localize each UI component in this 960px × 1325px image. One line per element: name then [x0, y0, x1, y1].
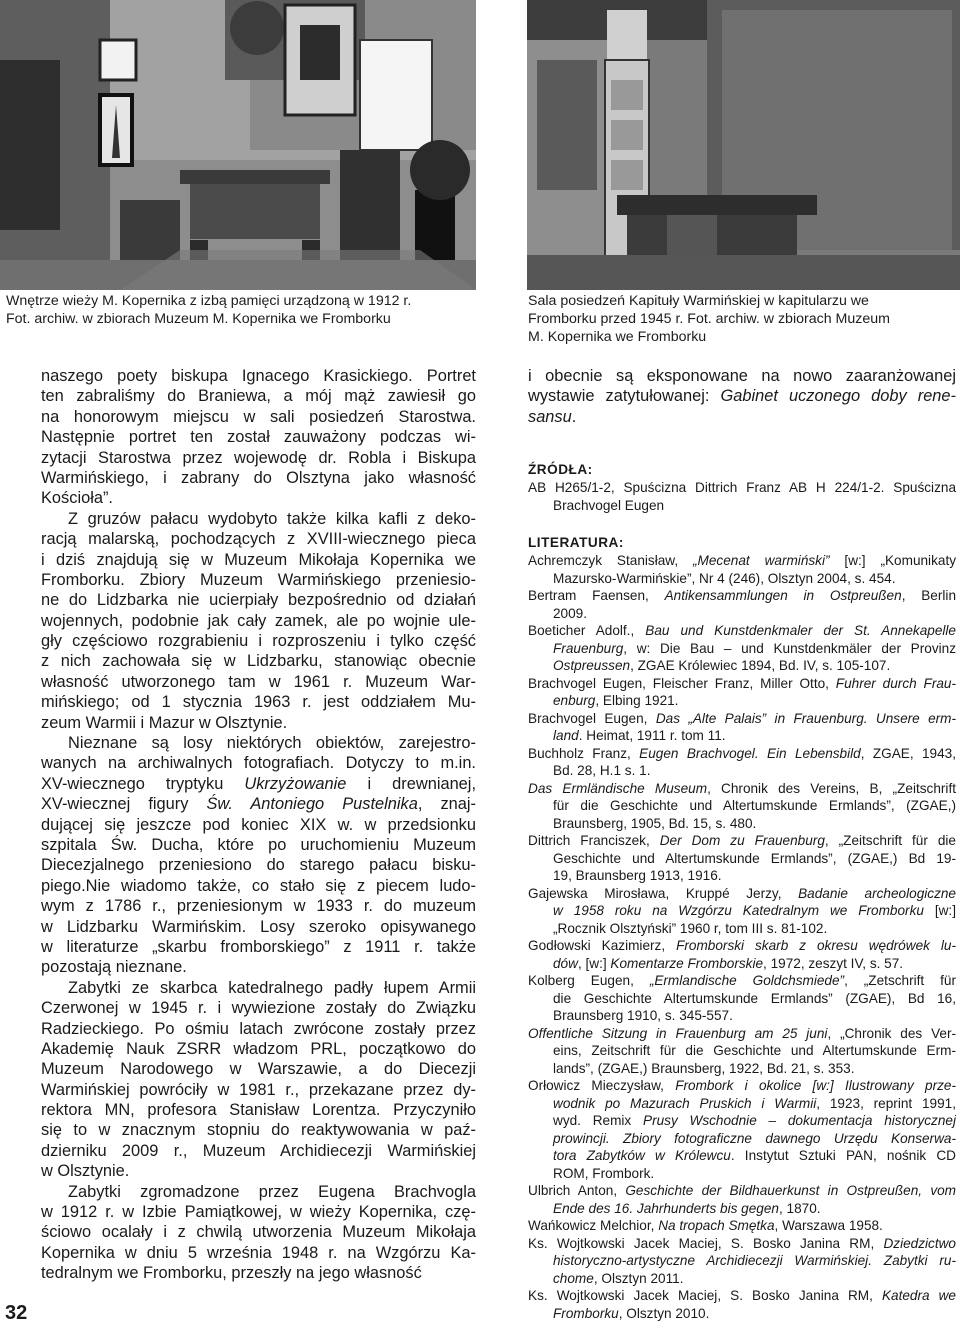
caption-line: Fromborku przed 1945 r. Fot. archiw. w zbiorach Muzeum	[528, 311, 890, 327]
reference-line: Ks. Wojtkowski Jacek Maciej, S. Bosko Janina RM, Katedra we	[528, 1288, 956, 1304]
body-line: własność utworzonego tam w 1961 r. Muzeum War-	[41, 672, 476, 691]
body-line: Warmińskiej powróciły w 1981 r., przekazane przez dy-	[41, 1080, 476, 1099]
intro-paragraph	[528, 366, 956, 427]
body-line: piego.Nie wiadomo także, co stało się z piecem ludo-	[41, 876, 476, 895]
reference-line: Kolberg Eugen, „Ermlandische Goldchsmiede”, „Zetschrift für	[528, 973, 956, 989]
photo-left-illustration	[0, 0, 476, 290]
reference-line: 2009.	[553, 605, 588, 621]
body-line: Zabytki zgromadzone przez Eugena Brachvogla	[68, 1182, 476, 1201]
body-line: dującej się jeszcze pod koniec XIX w. w przedsionku	[41, 815, 476, 834]
photo-right-illustration	[527, 0, 960, 290]
body-line: Warmińskiego, i zabrany do Olsztyna jako własność	[41, 468, 476, 487]
body-line: w Olsztynie.	[41, 1162, 130, 1181]
body-text-right-column	[528, 366, 956, 1322]
reference-line: wyd. Remix Prusy Wschodnie – dokumentacja historycznej	[553, 1113, 956, 1129]
reference-line: Braunsberg, 1905, Bd. 15, s. 480.	[553, 815, 757, 831]
body-line: Kopernika w dniu 5 września 1948 r. na Wzgórzu Ka-	[41, 1243, 476, 1262]
literature-list	[528, 552, 956, 1322]
reference-line: Geschichte und Altertumskunde Ermlands”, (ZGAE,) Bd 19-	[553, 850, 956, 866]
reference-line: Bd. 28, H.1 s. 1.	[553, 763, 651, 779]
reference-line: Brachvogel Eugen	[553, 497, 665, 513]
body-line: tedralnym we Fromborku, przeszły na jego własność	[41, 1264, 422, 1283]
reference-line: die Geschichte Altertumskunde Ermlands” (ZGAE), Bd 16,	[553, 990, 956, 1006]
body-line: rektora MN, profesora Stanisław Lorentza. Przyczyniło	[41, 1101, 476, 1120]
reference-line: Bertram Faensen, Antikensammlungen in Ostpreußen, Berlin	[528, 588, 956, 604]
reference-line: Ende des 16. Jahrhunderts bis gegen, 1870.	[553, 1200, 821, 1216]
photo-left-caption	[6, 292, 472, 328]
sources-list	[528, 479, 956, 514]
body-line: Następnie portret ten został zauważony podczas wi-	[41, 428, 476, 447]
body-line: Kościoła”.	[41, 489, 113, 508]
body-line: zeum Warmii i Mazur w Olsztynie.	[41, 713, 288, 732]
body-line: XV-wiecznej figury Św. Antoniego Pustelnika, znaj-	[41, 795, 476, 814]
reference-line: Wańkowicz Melchior, Na tropach Smętka, Warszawa 1958.	[528, 1218, 883, 1234]
body-line: dzierniku 2009 r., Muzeum Archidiecezji Warmińskiej	[41, 1141, 476, 1160]
reference-line: Ulbrich Anton, Geschichte der Bildhauerkunst in Ostpreußen, vom	[528, 1183, 956, 1199]
body-text-left-column	[41, 366, 476, 1284]
reference-line: enburg, Elbing 1921.	[553, 693, 679, 709]
reference-line: land. Heimat, 1911 r. tom 11.	[553, 728, 726, 744]
reference-line: Brachvogel Eugen, Fleischer Franz, Miller Otto, Fuhrer durch Frau-	[528, 675, 956, 691]
body-line: pozostają nieznane.	[41, 958, 187, 977]
body-line: racją malarską, pochodzących z XVIII-wiecznego pieca	[41, 530, 476, 549]
body-line: z nich zachowała się w Lidzbarku, stanowiąc obecnie	[41, 652, 476, 671]
reference-line: Fromborku, Olsztyn 2010.	[553, 1305, 710, 1321]
photo-copernicus-tower-room	[0, 0, 476, 290]
reference-line: tora Zabytków w Królewcu. Instytut Sztuki PAN, nośnik CD	[553, 1148, 956, 1164]
sources-heading: ŹRÓDŁA:	[528, 462, 593, 478]
body-line: się to w znacznym stopniu do reaktywowania w paź-	[41, 1121, 476, 1140]
body-line: ściowo ocalały i z chwilą utworzenia Muzeum Mikołaja	[41, 1223, 476, 1242]
caption-line: M. Kopernika we Fromborku	[528, 329, 707, 345]
reference-line: Boeticher Adolf., Bau und Kunstdenkmaler der St. Annekapelle	[528, 623, 956, 639]
body-line: Zabytki ze skarbca katedralnego padły łupem Armii	[68, 978, 476, 997]
body-line: XV-wiecznego tryptyku Ukrzyżowanie i drewnianej,	[41, 774, 476, 793]
body-line: Radzieckiego. Po ośmiu latach zwrócone zostały przez	[41, 1019, 476, 1038]
reference-line: Godłowski Kazimierz, Fromborski skarb z okresu wędrówek lu-	[528, 938, 956, 954]
reference-line: „Rocznik Olsztyński” 1960 r, tom III s. 81-102.	[553, 920, 828, 936]
reference-line: für die Geschichte und Altertumskunde Ermlands”, (ZGAE,)	[553, 798, 956, 814]
reference-line: Frauenburg, w: Die Bau – und Kunstdenkmäler der Provinz	[553, 640, 956, 656]
caption-line: Fot. archiw. w zbiorach Muzeum M. Kopernika we Fromborku	[6, 311, 391, 327]
reference-line: Gajewska Mirosława, Kruppé Jerzy, Badanie archeologiczne	[528, 885, 956, 901]
reference-line: Dittrich Franciszek, Der Dom zu Frauenburg, „Zeitschrift für die	[528, 833, 956, 849]
photo-right-caption	[528, 292, 956, 346]
reference-line: w 1958 roku na Wzgórzu Katedralnym we Fromborku [w:]	[553, 903, 956, 919]
reference-line: dów, [w:] Komentarze Fromborskie, 1972, zeszyt IV, s. 57.	[553, 955, 904, 971]
caption-line: Sala posiedzeń Kapituły Warmińskiej w kapitularzu we	[528, 293, 869, 309]
body-line: Czerwonej w 1945 r. i wywiezione zostały do Związku	[41, 999, 476, 1018]
body-line: ten zabraliśmy do Braniewa, a mój mąż zawiesił go	[41, 387, 476, 406]
reference-line: AB H265/1-2, Spuścizna Dittrich Franz AB H 224/1-2. Spuścizna	[528, 480, 956, 496]
body-line: na honorowym miejscu w sali posiedzeń Starostwa.	[41, 407, 476, 426]
body-line: sansu.	[528, 407, 577, 426]
reference-line: historyczno-artystyczne Archidiecezji Warmińskiej. Zabytki ru-	[553, 1253, 956, 1269]
body-line: wanych na archiwalnych fotografiach. Dotyczy to m.in.	[41, 754, 476, 773]
reference-line: Mazursko-Warmińskie”, Nr 4 (246), Olsztyn 2004, s. 454.	[553, 570, 896, 586]
reference-line: Ostpreussen, ZGAE Królewiec 1894, Bd. IV, s. 105-107.	[553, 658, 891, 674]
body-line: zytacji Starostwa przez wojewodę dr. Robla i Biskupa	[41, 448, 476, 467]
reference-line: Buchholz Franz, Eugen Brachvogel. Ein Lebensbild, ZGAE, 1943,	[528, 745, 956, 761]
body-line: naszego poety biskupa Ignacego Krasickiego. Portret	[41, 367, 476, 385]
body-line: w literaturze „skarbu fromborskiego” z 1911 r. także	[41, 937, 476, 956]
reference-line: Orłowicz Mieczysław, Frombork i okolice [w:] Ilustrowany prze-	[528, 1078, 956, 1094]
reference-line: Brachvogel Eugen, Das „Alte Palais” in Frauenburg. Unsere erm-	[528, 710, 956, 726]
body-line: wojennych, podobnie jak cały zamek, ale po wojnie ule-	[41, 611, 476, 630]
reference-line: Das Ermländische Museum, Chronik des Vereins, B, „Zeitschrift	[528, 780, 956, 796]
body-line: ne do Lidzbarka nie ucierpiały bezpośrednio od działań	[41, 591, 476, 610]
body-line: w Lidzbarku Warmińskim. Losy szeroko opisywanego	[41, 917, 476, 936]
reference-line: lands”, (ZGAE,) Braunsberg, 1922, Bd. 21, s. 353.	[553, 1060, 855, 1076]
body-line: mińskiego; od 1 stycznia 1963 r. jest oddziałem Mu-	[41, 693, 476, 712]
body-line: i dziś znajdują się w Muzeum Mikołaja Kopernika we	[41, 550, 476, 569]
reference-line: 19, Braunsberg 1913, 1916.	[553, 868, 722, 884]
reference-line: wodnik po Mazurach Pruskich i Warmii, 1923, reprint 1991,	[553, 1095, 956, 1111]
reference-line: prowincji. Zbiory fotograficzne dawnego Urzędu Konserwa-	[553, 1130, 956, 1146]
body-line: i obecnie są eksponowane na nowo zaaranżowanej	[528, 367, 956, 385]
body-line: Fromborku. Zbiory Muzeum Warmińskiego przeniesio-	[41, 570, 476, 589]
body-line: wym z 1786 r., przeniesionym w 1933 r. do muzeum	[41, 897, 476, 916]
reference-line: Braunsberg 1910, s. 345-557.	[553, 1008, 733, 1024]
body-line: wystawie zatytułowanej: Gabinet uczonego doby rene-	[528, 387, 956, 406]
body-line: Akademię Nauk ZSRR władzom PRL, początkowo do	[41, 1039, 476, 1058]
reference-line: Achremczyk Stanisław, „Mecenat warmiński” [w:] „Komunikaty	[528, 553, 956, 569]
body-line: Z gruzów pałacu wydobyto także kilka kafli z deko-	[68, 509, 476, 528]
caption-line: Wnętrze wieży M. Kopernika z izbą pamięci urządzoną w 1912 r.	[6, 293, 412, 309]
reference-line: eins, Zeitschrift für die Geschichte und Altertumskunde Erm-	[553, 1043, 956, 1059]
body-line: Muzeum Narodowego w Warszawie, a do Diecezji	[41, 1060, 476, 1079]
photo-chapter-hall	[527, 0, 960, 290]
reference-line: Ks. Wojtkowski Jacek Maciej, S. Bosko Janina RM, Dziedzictwo	[528, 1235, 956, 1251]
body-line: gły częściowo rozgrabieniu i rozproszeniu i tylko część	[41, 632, 476, 651]
reference-line: chome, Olsztyn 2011.	[553, 1270, 684, 1286]
body-line: szpitala Św. Ducha, które po uruchomieniu Muzeum	[41, 835, 476, 854]
reference-line: Offentliche Sitzung in Frauenburg am 25 juni, „Chronik des Ver-	[528, 1025, 956, 1041]
page-number: 32	[5, 1302, 28, 1324]
body-line: Diecezjalnego przeniesiono do starego pałacu bisku-	[41, 856, 476, 875]
literature-heading: LITERATURA:	[528, 535, 624, 551]
body-line: w 1912 r. w Izbie Pamiątkowej, w wieży Kopernika, czę-	[41, 1203, 476, 1222]
reference-line: ROM, Frombork.	[553, 1165, 655, 1181]
body-line: Nieznane są losy niektórych obiektów, zarejestro-	[68, 734, 476, 753]
